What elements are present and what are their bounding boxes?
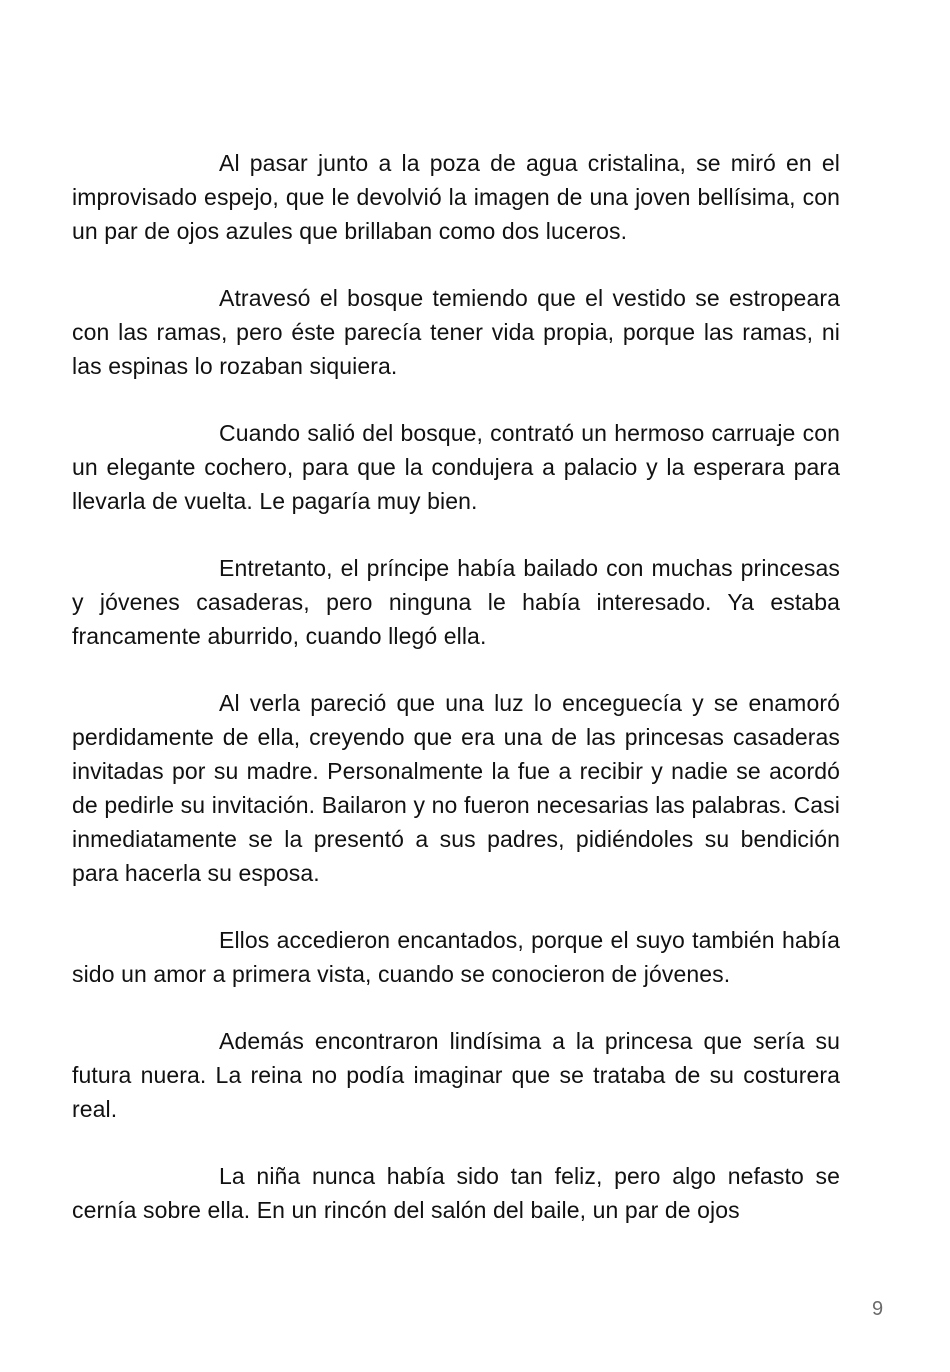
paragraph-5: Al verla pareció que una luz lo enceguecía y se enamoró perdidamente de ella, creyendo que era una de las princesas casaderas invitadas por su madre. Personalmente la fue a recibir y nadie se acordó de pedirle su invitación. Bailaron y no fueron necesarias las palabras. Casi inmediatamente se la presentó a sus padres, pidiéndoles su bendición para hacerla su esposa.: [72, 690, 840, 886]
paragraph-6: Ellos accedieron encantados, porque el suyo también había sido un amor a primera vista, cuando se conocieron de jóvenes.: [72, 927, 840, 987]
paragraph-1: Al pasar junto a la poza de agua cristalina, se miró en el improvisado espejo, que le devolvió la imagen de una joven bellísima, con un par de ojos azules que brillaban como dos luceros.: [72, 150, 840, 244]
paragraph-4: Entretanto, el príncipe había bailado con muchas princesas y jóvenes casaderas, pero ninguna le había interesado. Ya estaba francamente aburrido, cuando llegó ella.: [72, 555, 840, 649]
paragraph-2: Atravesó el bosque temiendo que el vestido se estropeara con las ramas, pero éste parecía tener vida propia, porque las ramas, ni las espinas lo rozaban siquiera.: [72, 285, 840, 379]
paragraph-8: La niña nunca había sido tan feliz, pero algo nefasto se cernía sobre ella. En un rincón del salón del baile, un par de ojos: [72, 1163, 840, 1223]
paragraph-7: Además encontraron lindísima a la princesa que sería su futura nuera. La reina no podía imaginar que se trataba de su costurera real.: [72, 1028, 840, 1122]
paragraph-3: Cuando salió del bosque, contrató un hermoso carruaje con un elegante cochero, para que la condujera a palacio y la esperara para llevarla de vuelta. Le pagaría muy bien.: [72, 420, 840, 514]
page-body: [72, 146, 840, 1260]
page-number: 9: [872, 1298, 884, 1320]
